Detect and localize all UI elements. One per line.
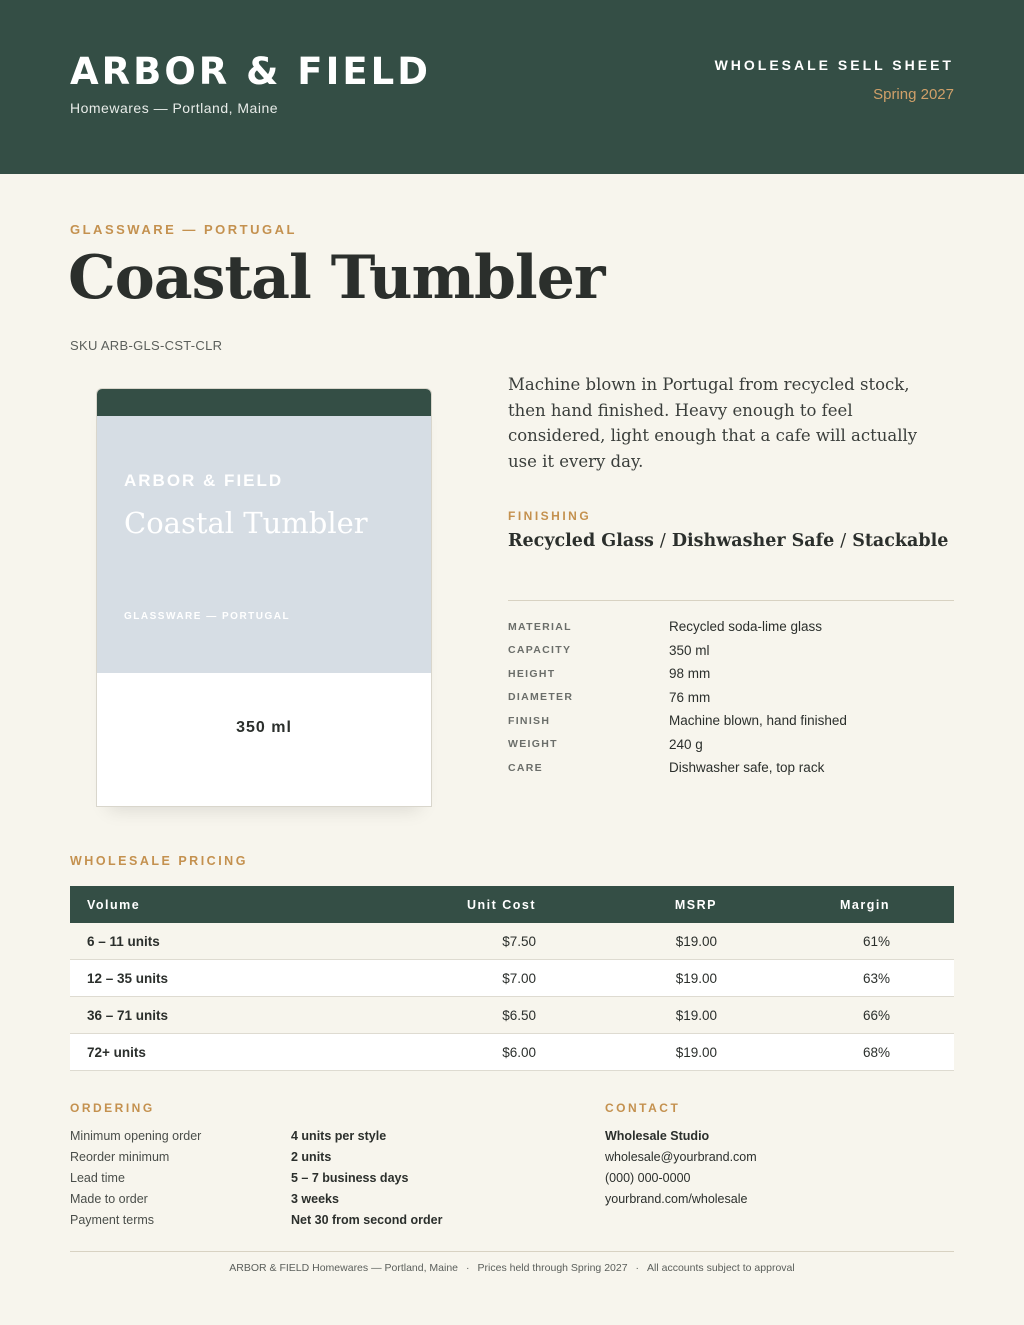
card-label <box>97 416 431 673</box>
ordering-value: Net 30 from second order <box>291 1212 443 1227</box>
contact-phone: (000) 000-0000 <box>605 1170 691 1185</box>
contact-website-link[interactable]: yourbrand.com/wholesale <box>605 1191 748 1206</box>
cell-margin: 66% <box>862 1007 890 1023</box>
card-top-band <box>97 389 431 416</box>
footer <box>70 1262 954 1274</box>
table-row <box>70 997 954 1034</box>
spec-value: 350 ml <box>669 642 710 658</box>
card-category: GLASSWARE — PORTUGAL <box>124 611 291 622</box>
spec-divider <box>508 600 954 601</box>
spec-key: MATERIAL <box>508 620 572 633</box>
ordering-key: Reorder minimum <box>70 1149 170 1164</box>
contact-email-link[interactable]: wholesale@yourbrand.com <box>605 1149 757 1164</box>
contact-name: Wholesale Studio <box>605 1128 710 1143</box>
spec-row <box>508 615 954 639</box>
footer-item: All accounts subject to approval <box>647 1262 795 1274</box>
ordering-value: 4 units per style <box>291 1128 387 1143</box>
cell-margin: 61% <box>862 933 890 949</box>
card-brand: ARBOR & FIELD <box>124 471 284 490</box>
column-header-volume: Volume <box>87 897 141 912</box>
finishing-separator: / <box>659 531 666 551</box>
ordering-row <box>70 1125 442 1146</box>
brand-logo: ARBOR & FIELD <box>70 50 431 93</box>
finishing-item: Recycled Glass <box>508 531 654 551</box>
spec-value: Machine blown, hand finished <box>669 713 847 729</box>
cell-margin: 63% <box>862 970 890 986</box>
cell-unit-cost: $6.00 <box>502 1044 536 1060</box>
sheet-type: WHOLESALE SELL SHEET <box>714 57 954 73</box>
finishing-list <box>508 531 954 551</box>
spec-value: Recycled soda-lime glass <box>669 619 823 635</box>
brand-subtitle: Homewares — Portland, Maine <box>70 100 279 116</box>
product-category: GLASSWARE — PORTUGAL <box>70 222 297 237</box>
ordering-key: Payment terms <box>70 1212 155 1227</box>
spec-row <box>508 733 954 757</box>
card-size: 350 ml <box>236 719 292 736</box>
page-title: Coastal Tumbler <box>68 243 605 313</box>
season-label: Spring 2027 <box>873 86 954 103</box>
spec-row <box>508 709 954 733</box>
table-row <box>70 1034 954 1071</box>
cell-msrp: $19.00 <box>675 1044 717 1060</box>
footer-divider <box>70 1251 954 1252</box>
cell-margin: 68% <box>862 1044 890 1060</box>
spec-key: WEIGHT <box>508 738 558 751</box>
pricing-table <box>70 886 954 1071</box>
product-sku: SKU ARB-GLS-CST-CLR <box>70 338 223 353</box>
footer-separator: · <box>466 1262 470 1274</box>
ordering-key: Lead time <box>70 1170 125 1185</box>
card-product-name: Coastal Tumbler <box>124 506 368 540</box>
product-description: Machine blown in Portugal from recycled stock, then hand finished. Heavy enough to feel considered, light enough that a cafe will actually use it every day. <box>508 375 918 471</box>
product-card <box>96 388 432 807</box>
spec-value: Dishwasher safe, top rack <box>669 760 825 776</box>
ordering-row <box>70 1188 442 1209</box>
footer-separator: · <box>635 1262 640 1274</box>
footer-item: ARBOR & FIELD Homewares — Portland, Maine <box>229 1262 459 1274</box>
spec-row <box>508 639 954 663</box>
cell-unit-cost: $7.50 <box>502 933 536 949</box>
ordering-key: Minimum opening order <box>70 1128 202 1143</box>
ordering-heading: ORDERING <box>70 1101 155 1115</box>
table-header <box>70 886 954 923</box>
ordering-value: 2 units <box>291 1149 332 1164</box>
column-header-margin: Margin <box>840 897 890 912</box>
spec-key: HEIGHT <box>508 667 556 680</box>
cell-volume: 12 – 35 units <box>87 970 169 986</box>
ordering-row <box>70 1209 442 1230</box>
finishing-item: Stackable <box>852 531 949 551</box>
spec-key: FINISH <box>508 714 551 727</box>
spec-key: CARE <box>508 761 543 774</box>
spec-value: 240 g <box>669 736 703 752</box>
contact-block <box>605 1125 757 1209</box>
cell-msrp: $19.00 <box>675 1007 717 1023</box>
cell-volume: 6 – 11 units <box>87 933 160 949</box>
ordering-key: Made to order <box>70 1191 148 1206</box>
column-header-unit-cost: Unit Cost <box>466 897 536 912</box>
cell-msrp: $19.00 <box>675 970 717 986</box>
ordering-row <box>70 1167 442 1188</box>
finishing-heading: FINISHING <box>508 509 592 523</box>
ordering-list <box>70 1125 442 1230</box>
table-row <box>70 923 954 960</box>
cell-unit-cost: $6.50 <box>502 1007 536 1023</box>
cell-unit-cost: $7.00 <box>502 970 536 986</box>
ordering-value: 3 weeks <box>291 1191 339 1206</box>
contact-heading: CONTACT <box>605 1101 681 1115</box>
spec-value: 98 mm <box>669 666 711 682</box>
spec-row <box>508 756 954 780</box>
spec-value: 76 mm <box>669 689 711 705</box>
footer-item: Prices held through Spring 2027 <box>477 1262 628 1274</box>
finishing-separator: / <box>840 531 847 551</box>
spec-key: CAPACITY <box>508 644 572 657</box>
spec-row <box>508 662 954 686</box>
spec-row <box>508 686 954 710</box>
pricing-heading: WHOLESALE PRICING <box>70 854 248 868</box>
spec-list <box>508 615 954 780</box>
column-header-msrp: MSRP <box>674 897 717 912</box>
cell-volume: 36 – 71 units <box>87 1007 169 1023</box>
finishing-item: Dishwasher Safe <box>671 531 835 551</box>
cell-volume: 72+ units <box>87 1044 146 1060</box>
table-row <box>70 960 954 997</box>
cell-msrp: $19.00 <box>675 933 717 949</box>
spec-key: DIAMETER <box>508 691 574 704</box>
ordering-row <box>70 1146 442 1167</box>
header-band <box>0 0 1024 174</box>
ordering-value: 5 – 7 business days <box>291 1170 409 1185</box>
